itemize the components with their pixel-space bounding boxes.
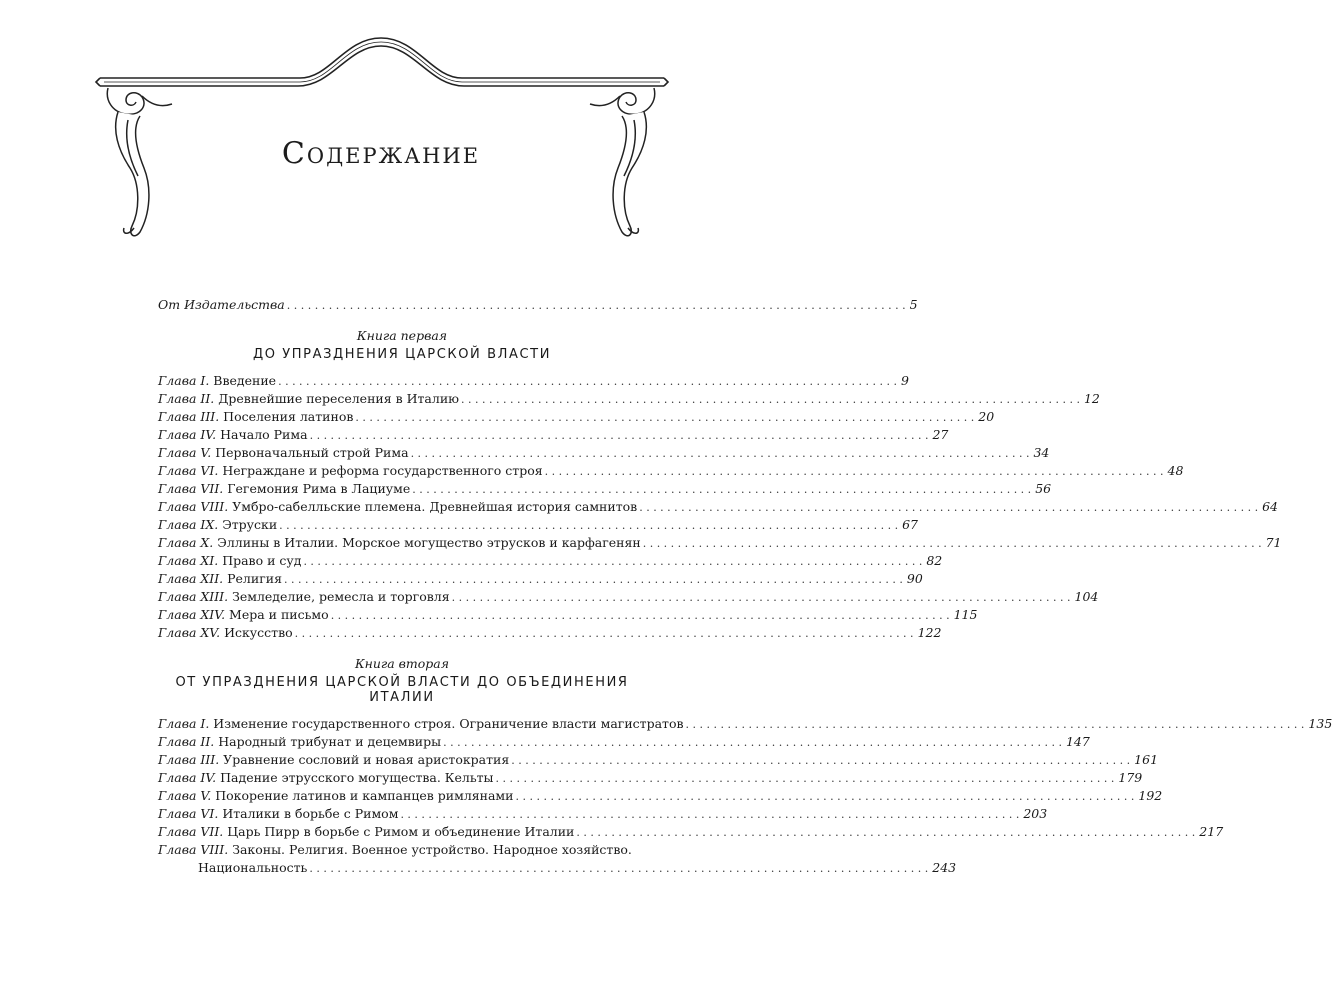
dot-leader bbox=[310, 427, 929, 445]
toc-entry-label bbox=[158, 498, 637, 516]
dot-leader bbox=[461, 391, 1080, 409]
chapter-number: Глава XIV. bbox=[158, 607, 226, 622]
toc-page-number: 5 bbox=[909, 297, 918, 312]
toc-entry-label bbox=[158, 787, 513, 805]
chapter-title: Введение bbox=[213, 373, 277, 388]
chapter-number: Глава III. bbox=[158, 409, 220, 424]
dot-leader bbox=[515, 788, 1134, 806]
chapter-title: Царь Пирр в борьбе с Римом и объединение Италии bbox=[227, 824, 575, 839]
toc-page-number: 56 bbox=[1035, 481, 1052, 496]
toc-entry-label bbox=[158, 372, 276, 390]
table-of-contents bbox=[158, 296, 1332, 877]
toc-entry-label bbox=[158, 841, 632, 859]
toc-page-number: 71 bbox=[1265, 535, 1282, 550]
toc-page-number: 12 bbox=[1083, 391, 1100, 406]
chapter-title: Неграждане и реформа государственного строя bbox=[222, 463, 543, 478]
chapter-title: Уравнение сословий и новая аристократия bbox=[223, 752, 510, 767]
decorative-frame-ornament bbox=[0, 0, 762, 260]
toc-entry-label bbox=[158, 570, 282, 588]
toc-page-number: 203 bbox=[1023, 806, 1048, 821]
dot-leader bbox=[284, 571, 903, 589]
page-title: Содержание bbox=[281, 136, 481, 171]
dot-leader bbox=[452, 589, 1071, 607]
toc-entry-label bbox=[158, 733, 441, 751]
book-section bbox=[158, 656, 1332, 877]
toc-entry-label bbox=[158, 588, 450, 606]
dot-leader bbox=[639, 499, 1258, 517]
chapter-title: Гегемония Рима в Лациуме bbox=[227, 481, 411, 496]
toc-page-number: 67 bbox=[902, 517, 918, 532]
toc-page-number: 104 bbox=[1074, 589, 1099, 604]
toc-entry-label bbox=[158, 426, 308, 444]
toc-entry[interactable] bbox=[158, 733, 1090, 751]
toc-page-number: 82 bbox=[926, 553, 943, 568]
toc-entry[interactable] bbox=[158, 372, 909, 390]
toc-entry-label bbox=[158, 534, 641, 552]
toc-entry[interactable] bbox=[158, 570, 923, 588]
toc-entry-label bbox=[158, 769, 494, 787]
dot-leader bbox=[400, 806, 1019, 824]
toc-entry[interactable] bbox=[158, 624, 942, 642]
toc-page-number: 48 bbox=[1167, 463, 1184, 478]
chapter-number: Глава XIII. bbox=[158, 589, 229, 604]
toc-entry[interactable] bbox=[158, 588, 1099, 606]
books-container bbox=[158, 328, 1332, 877]
chapter-title: Этруски bbox=[222, 517, 278, 532]
chapter-number: Глава IX. bbox=[158, 517, 219, 532]
chapter-title: Законы. Религия. Военное устройство. Народное хозяйство. bbox=[232, 842, 632, 857]
toc-page-number: 27 bbox=[932, 427, 949, 442]
dot-leader bbox=[331, 607, 950, 625]
dot-leader bbox=[412, 481, 1031, 499]
toc-entry-label bbox=[158, 606, 329, 624]
chapter-title: Земледелие, ремесла и торговля bbox=[232, 589, 450, 604]
dot-leader bbox=[643, 535, 1262, 553]
toc-entry[interactable] bbox=[158, 408, 995, 426]
toc-page-number: 64 bbox=[1262, 499, 1279, 514]
chapter-title: Покорение латинов и кампанцев римлянами bbox=[215, 788, 514, 803]
toc-entry-label bbox=[158, 516, 277, 534]
chapter-title-continued: Национальность bbox=[198, 860, 308, 875]
toc-entry[interactable] bbox=[158, 823, 1224, 841]
chapter-number: Глава VII. bbox=[158, 824, 224, 839]
chapter-title: Древнейшие переселения в Италию bbox=[218, 391, 460, 406]
chapter-number: Глава III. bbox=[158, 752, 220, 767]
chapter-number: Глава VI. bbox=[158, 463, 219, 478]
toc-entry[interactable] bbox=[158, 552, 943, 570]
toc-entry[interactable] bbox=[158, 462, 1184, 480]
chapter-number: Глава II. bbox=[158, 734, 215, 749]
dot-leader bbox=[355, 409, 974, 427]
toc-entry-label bbox=[158, 751, 509, 769]
dot-leader bbox=[511, 752, 1130, 770]
toc-page-number: 217 bbox=[1199, 824, 1224, 839]
book-heading: Книга первая bbox=[356, 328, 448, 343]
chapter-number: Глава XI. bbox=[158, 553, 219, 568]
toc-entry-label bbox=[158, 444, 409, 462]
dot-leader bbox=[278, 373, 897, 391]
toc-entry[interactable] bbox=[158, 516, 918, 534]
chapter-number: Глава VII. bbox=[158, 481, 224, 496]
book-heading: Книга вторая bbox=[354, 656, 450, 671]
chapter-number: Глава X. bbox=[158, 535, 214, 550]
book-title: ОТ УПРАЗДНЕНИЯ ЦАРСКОЙ ВЛАСТИ ДО ОБЪЕДИНЕНИЯ ИТАЛИИ bbox=[175, 675, 629, 705]
toc-entry-front[interactable] bbox=[158, 296, 918, 314]
chapter-title: Начало Рима bbox=[220, 427, 308, 442]
toc-entry-label bbox=[158, 624, 293, 642]
dot-leader bbox=[686, 716, 1305, 734]
chapter-number: Глава VIII. bbox=[158, 499, 229, 514]
toc-entry[interactable] bbox=[158, 769, 1143, 787]
toc-entry-label bbox=[158, 390, 459, 408]
chapter-title: Поселения латинов bbox=[223, 409, 354, 424]
toc-entry[interactable] bbox=[158, 751, 1159, 769]
toc-entry-label bbox=[158, 805, 398, 823]
chapter-number: Глава V. bbox=[158, 445, 212, 460]
toc-entry[interactable] bbox=[158, 534, 1282, 552]
toc-entry[interactable] bbox=[158, 841, 646, 859]
chapter-number: Глава VI. bbox=[158, 806, 219, 821]
toc-entry[interactable] bbox=[158, 498, 1279, 516]
toc-page-number: 115 bbox=[953, 607, 978, 622]
chapter-title: Право и суд bbox=[222, 553, 302, 568]
chapter-title: Искусство bbox=[224, 625, 293, 640]
dot-leader bbox=[279, 517, 898, 535]
chapter-title: Первоначальный строй Рима bbox=[215, 445, 409, 460]
dot-leader bbox=[545, 463, 1164, 481]
chapter-title: Умбро-сабелльские племена. Древнейшая история самнитов bbox=[232, 499, 638, 514]
dot-leader bbox=[576, 824, 1195, 842]
toc-entry-label bbox=[158, 715, 684, 733]
dot-leader bbox=[287, 297, 906, 315]
chapter-number: Глава II. bbox=[158, 391, 215, 406]
toc-entry[interactable] bbox=[158, 715, 1332, 733]
toc-page-number: 179 bbox=[1118, 770, 1143, 785]
toc-page-number: 90 bbox=[906, 571, 923, 586]
toc-entry-label bbox=[158, 462, 543, 480]
toc-entry-label bbox=[158, 408, 353, 426]
toc-page-number: 122 bbox=[917, 625, 942, 640]
chapter-title: Народный трибунат и децемвиры bbox=[218, 734, 442, 749]
toc-entry-label bbox=[158, 480, 410, 498]
toc-entry-label: От Издательства bbox=[158, 297, 285, 312]
dot-leader bbox=[496, 770, 1115, 788]
chapter-title: Эллины в Италии. Морское могущество этрусков и карфагенян bbox=[217, 535, 641, 550]
toc-page-number: 9 bbox=[900, 373, 909, 388]
chapter-number: Глава IV. bbox=[158, 770, 217, 785]
toc-entry[interactable] bbox=[158, 480, 1052, 498]
book-section bbox=[158, 328, 1282, 642]
dot-leader bbox=[443, 734, 1062, 752]
toc-entry[interactable] bbox=[158, 606, 978, 624]
toc-entry[interactable] bbox=[158, 426, 949, 444]
chapter-number: Глава XII. bbox=[158, 571, 224, 586]
toc-page-number: 243 bbox=[932, 860, 957, 875]
chapter-number: Глава I. bbox=[158, 373, 210, 388]
chapter-title: Изменение государственного строя. Ограничение власти магистратов bbox=[213, 716, 684, 731]
chapter-title: Италики в борьбе с Римом bbox=[222, 806, 399, 821]
dot-leader bbox=[295, 625, 914, 643]
toc-entry-continuation[interactable] bbox=[158, 859, 957, 877]
toc-entry[interactable] bbox=[158, 444, 1050, 462]
chapter-number: Глава IV. bbox=[158, 427, 217, 442]
chapter-title: Мера и письмо bbox=[229, 607, 329, 622]
book-title: ДО УПРАЗДНЕНИЯ ЦАРСКОЙ ВЛАСТИ bbox=[252, 347, 552, 362]
toc-entry-label bbox=[158, 823, 574, 841]
toc-entry[interactable] bbox=[158, 787, 1163, 805]
toc-entry-label bbox=[158, 552, 301, 570]
toc-entry[interactable] bbox=[158, 805, 1048, 823]
chapter-number: Глава V. bbox=[158, 788, 212, 803]
toc-page-number: 161 bbox=[1134, 752, 1159, 767]
toc-page-number: 20 bbox=[978, 409, 995, 424]
dot-leader bbox=[309, 860, 928, 878]
toc-page-number: 192 bbox=[1138, 788, 1163, 803]
toc-page-number: 135 bbox=[1308, 716, 1332, 731]
toc-page-number: 34 bbox=[1033, 445, 1050, 460]
chapter-title: Религия bbox=[227, 571, 282, 586]
chapter-number: Глава XV. bbox=[158, 625, 221, 640]
dot-leader bbox=[411, 445, 1030, 463]
chapter-number: Глава I. bbox=[158, 716, 210, 731]
chapter-title: Падение этрусского могущества. Кельты bbox=[220, 770, 494, 785]
toc-entry[interactable] bbox=[158, 390, 1100, 408]
toc-page-number: 147 bbox=[1065, 734, 1090, 749]
chapter-number: Глава VIII. bbox=[158, 842, 229, 857]
dot-leader bbox=[303, 553, 922, 571]
